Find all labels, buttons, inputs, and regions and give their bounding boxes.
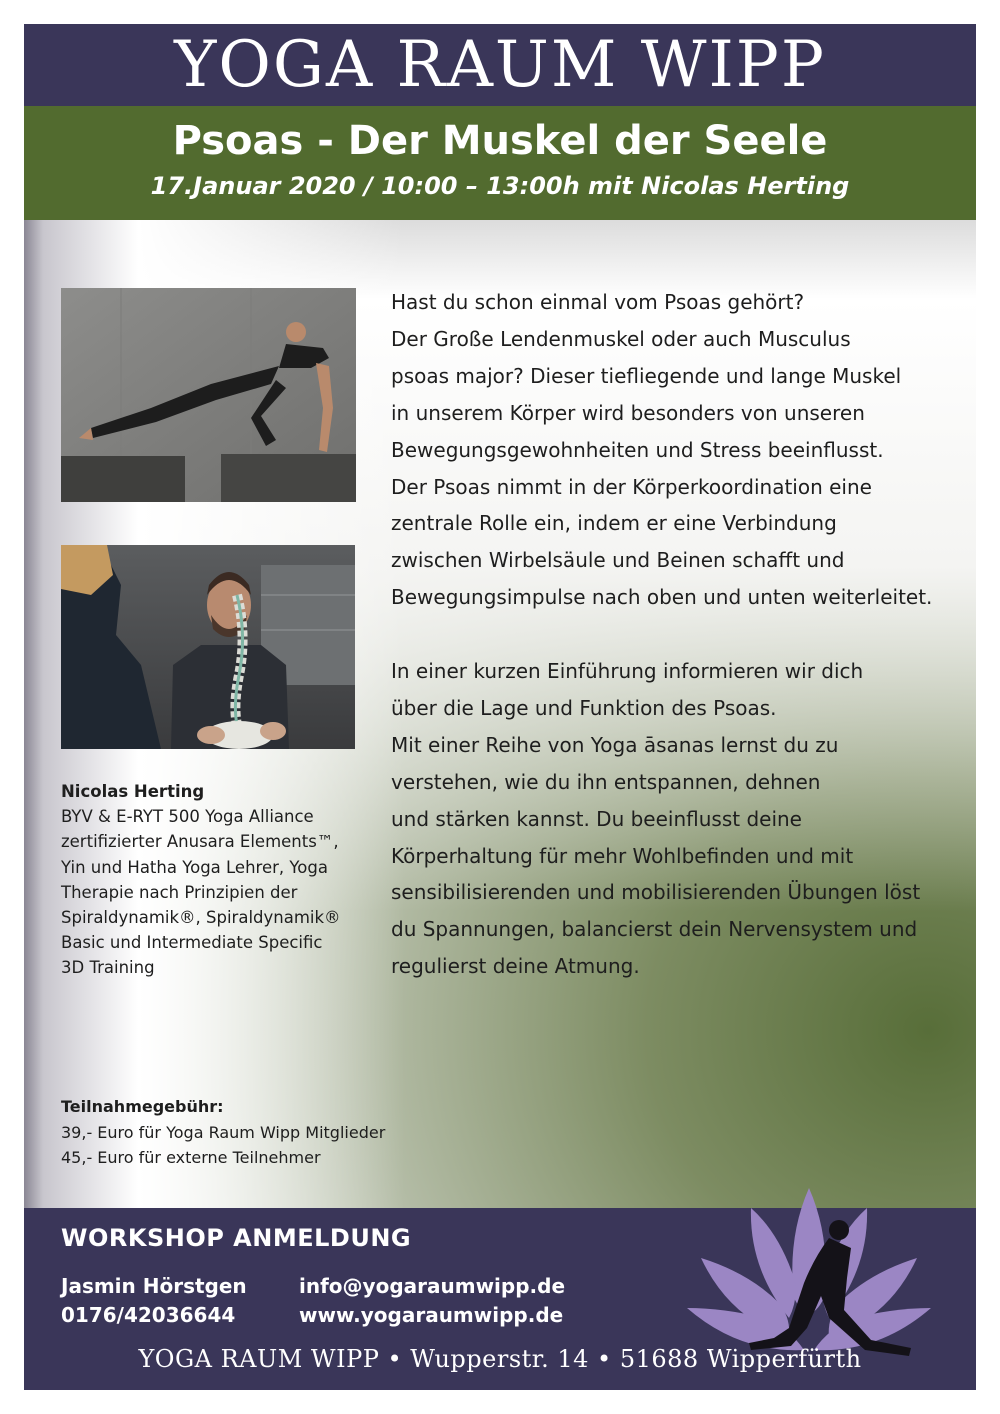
text-line: Körperhaltung für mehr Wohlbefinden und mit <box>391 843 854 868</box>
contact-person <box>61 1272 247 1329</box>
text-line: du Spannungen, balancierst dein Nervensystem und <box>391 917 918 942</box>
bio-line: zertifizierter Anusara Elements™, <box>61 832 339 852</box>
teacher-bio <box>61 779 361 981</box>
contact-online <box>299 1272 565 1329</box>
detail-paragraph <box>391 653 951 985</box>
bio-line: Therapie nach Prinzipien der <box>61 882 298 902</box>
text-line: Der Psoas nimmt in der Körperkoordination eine <box>391 474 872 499</box>
lotus-yoga-pose-icon <box>679 1178 939 1368</box>
fee-line: 45,- Euro für externe Teilnehmer <box>61 1148 321 1167</box>
text-line: psoas major? Dieser tiefliegende und lange Muskel <box>391 363 902 388</box>
text-line: Bewegungsgewohnheiten und Stress beeinflusst. <box>391 437 884 462</box>
footer-address: YOGA RAUM WIPP • Wupperstr. 14 • 51688 Wipperfürth <box>138 1345 862 1373</box>
text-line: zwischen Wirbelsäule und Beinen schafft und <box>391 548 845 573</box>
bio-line: Yin und Hatha Yoga Lehrer, Yoga <box>61 857 328 877</box>
contact-name: Jasmin Hörstgen <box>61 1274 247 1298</box>
website-link[interactable]: www.yogaraumwipp.de <box>299 1302 564 1327</box>
contact-email-link[interactable]: info@yogaraumwipp.de <box>299 1274 566 1298</box>
bio-line: 3D Training <box>61 958 155 978</box>
text-line: verstehen, wie du ihn entspannen, dehnen <box>391 769 821 794</box>
fee-label: Teilnahmegebühr: <box>61 1097 224 1116</box>
yoga-pose-photo <box>61 288 356 502</box>
teacher-photo <box>61 545 355 749</box>
text-line: Der Große Lendenmuskel oder auch Musculus <box>391 326 851 351</box>
contact-phone[interactable]: 0176/42036644 <box>61 1302 236 1327</box>
workshop-title: Psoas - Der Muskel der Seele <box>172 118 828 164</box>
text-line: in unserem Körper wird besonders von unseren <box>391 400 865 425</box>
flyer <box>24 24 976 1390</box>
text-line: Hast du schon einmal vom Psoas gehört? <box>391 290 805 314</box>
fee-line: 39,- Euro für Yoga Raum Wipp Mitglieder <box>61 1122 386 1142</box>
text-line: zentrale Rolle ein, indem er eine Verbindung <box>391 511 837 536</box>
text-line: Mit einer Reihe von Yoga āsanas lernst du zu <box>391 732 839 757</box>
brand-title: YOGA RAUM WIPP <box>174 28 826 102</box>
bio-line: Basic und Intermediate Specific <box>61 933 323 953</box>
bio-line: Spiraldynamik®, Spiraldynamik® <box>61 908 341 928</box>
teacher-name: Nicolas Herting <box>61 782 205 801</box>
registration-heading: WORKSHOP ANMELDUNG <box>61 1224 412 1252</box>
workshop-date: 17.Januar 2020 / 10:00 – 13:00h mit Nicolas Herting <box>150 172 850 200</box>
text-line: sensibilisierenden und mobilisierenden Übungen löst <box>391 880 921 905</box>
text-line: In einer kurzen Einführung informieren wir dich <box>391 659 864 684</box>
participation-fee <box>61 1094 401 1171</box>
text-line: regulierst deine Atmung. <box>391 954 640 979</box>
bio-line: BYV & E-RYT 500 Yoga Alliance <box>61 807 314 827</box>
text-line: über die Lage und Funktion des Psoas. <box>391 695 777 720</box>
paragraph-gap <box>391 616 951 653</box>
workshop-description <box>391 284 951 985</box>
text-line: Bewegungsimpulse nach oben und unten weiterleitet. <box>391 585 933 610</box>
text-line: und stärken kannst. Du beeinflusst deine <box>391 806 802 831</box>
intro-paragraph <box>391 284 951 616</box>
